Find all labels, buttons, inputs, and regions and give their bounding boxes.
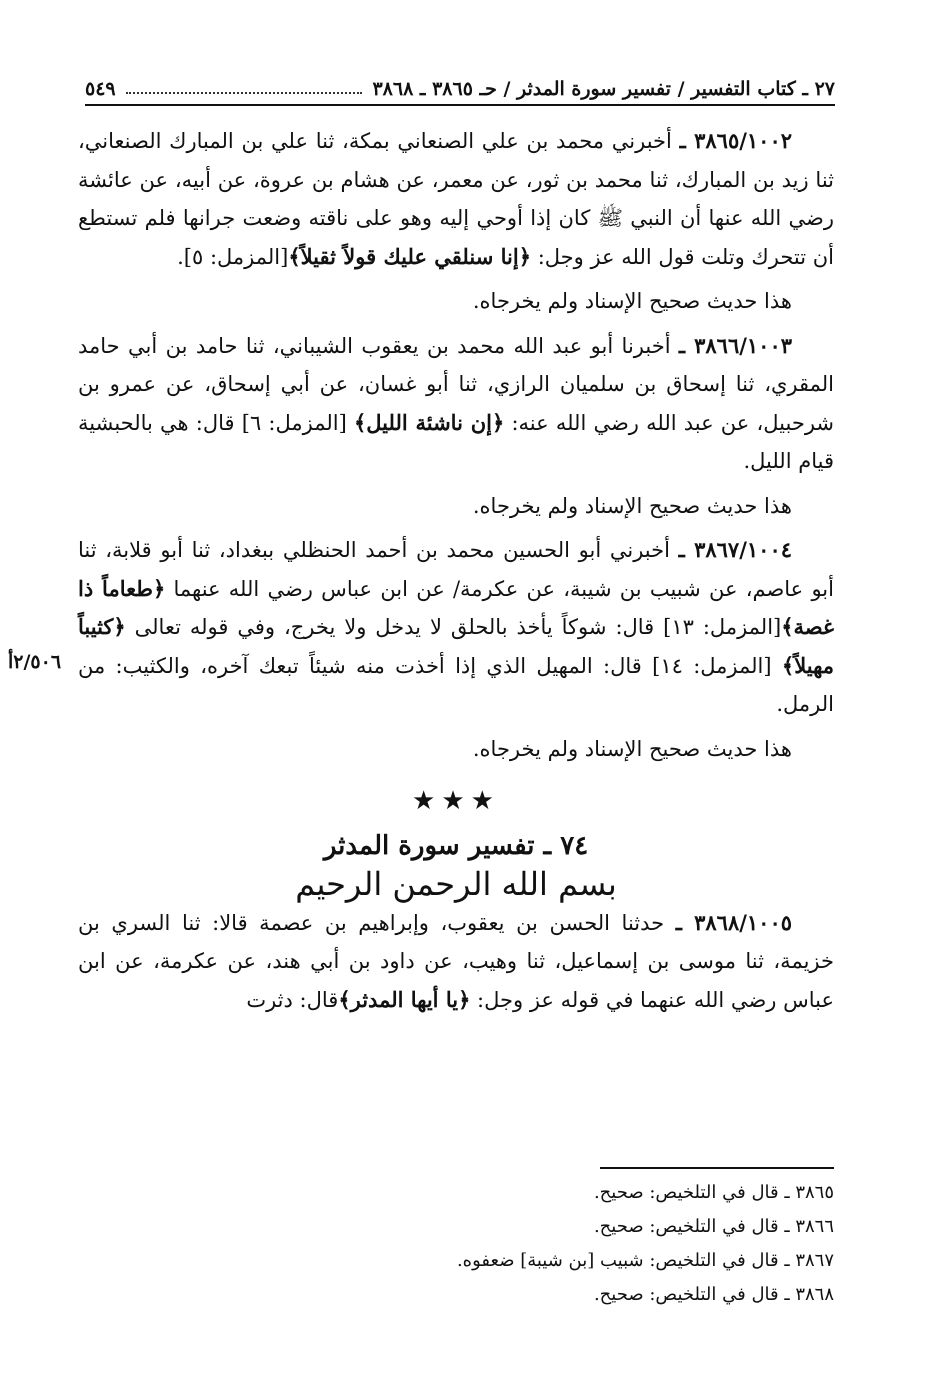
footnote: ٣٨٦٨ ـ قال في التلخيص: صحيح. [593, 1284, 834, 1305]
section-separator-stars: ★★★ [412, 786, 500, 816]
hadith-number: ٣٨٦٥/١٠٠٢ ـ [679, 128, 793, 153]
hadith-number: ٣٨٦٧/١٠٠٤ ـ [678, 537, 792, 562]
page-number: ٥٤٩ [85, 78, 116, 100]
hadith-paragraph [78, 531, 834, 724]
hadith-verdict: هذا حديث صحيح الإسناد ولم يخرجاه. [472, 493, 792, 518]
hadith-text: أخبرنا أبو عبد الله محمد بن يعقوب الشيباني، ثنا حامد بن أبي حامد المقري، ثنا إسحاق بن سلميان الرازي، ثنا أبو غسان، عن أبي إسحاق، عن عمرو بن شرحبيل، عن عبد الله رضي الله عنه: [78, 333, 834, 435]
hadith-verdict: هذا حديث صحيح الإسناد ولم يخرجاه. [472, 289, 792, 313]
hadith-paragraph [78, 327, 834, 481]
hadith-text: حدثنا الحسن بن يعقوب، وإبراهيم بن عصمة قالا: ثنا السري بن خزيمة، ثنا موسى بن إسماعيل، ثنا وهيب، عن داود بن أبي هند، عن عكرمة، عن ابن عباس رضي الله عنهما في قوله عز وجل: [78, 910, 834, 1012]
main-text [78, 122, 834, 1019]
footnote: ٣٨٦٦ ـ قال في التلخيص: صحيح. [593, 1216, 834, 1237]
running-title: ٢٧ ـ كتاب التفسير / تفسير سورة المدثر / حـ ٣٨٦٥ ـ ٣٨٦٨ [372, 78, 835, 100]
surah-title: ٧٤ ـ تفسير سورة المدثر [323, 830, 589, 861]
hadith-text-end: [المزمل: ١٤] قال: المهيل الذي إذا أخذت منه شيئاً تبعك آخره، والكثيب: من الرمل. [78, 653, 834, 716]
page-header [85, 66, 835, 106]
hadith-text: أخبرني محمد بن علي الصنعاني بمكة، ثنا علي بن المبارك الصنعاني، ثنا زيد بن المبارك، ثنا محمد بن ثور، عن معمر، عن هشام بن عروة، عن أبيه، عن عائشة رضي الله عنها أن النبي ﷺ كان إذا أوحي إليه وهو على ناقته وضعت جرانها فلم تستطع أن تتحرك وتلت قول الله عز وجل: [78, 129, 834, 269]
quran-quote: ﴿إن ناشئة الليل﴾ [353, 409, 505, 435]
basmala: بسم الله الرحمن الرحيم [295, 865, 617, 903]
hadith-text-end: [المزمل: ٦] قال: هي بالحبشية قيام الليل. [78, 410, 834, 473]
quran-quote: ﴿طعاماً ذا غصة﴾ [78, 575, 834, 639]
hadith-text-middle: [المزمل: ١٣] قال: شوكاً يأخذ بالحلق لا يدخل ولا يخرج، وفي قوله تعالى [125, 615, 782, 639]
footnote-rule [600, 1167, 834, 1169]
quran-quote: ﴿يا أيها المدثر﴾ [338, 986, 471, 1012]
hadith-paragraph [78, 904, 834, 1020]
hadith-number: ٣٨٦٨/١٠٠٥ ـ [675, 909, 793, 935]
hadith-text: أخبرني أبو الحسين محمد بن أحمد الحنظلي ببغداد، ثنا أبو قلابة، ثنا أبو عاصم، عن شبيب بن شيبة، عن عكرمة/ عن ابن عباس رضي الله عنهما [78, 538, 834, 601]
footnote: ٣٨٦٧ ـ قال في التلخيص: شبيب [بن شيبة] ضعفوه. [456, 1250, 834, 1271]
margin-folio-note: ٢/٥٠٦أ [8, 651, 62, 673]
hadith-text-end: [المزمل: ٥]. [177, 244, 289, 269]
footnotes [78, 1176, 834, 1312]
footnote: ٣٨٦٥ ـ قال في التلخيص: صحيح. [593, 1182, 834, 1203]
quran-quote: ﴿إنا سنلقي عليك قولاً ثقيلاً﴾ [288, 243, 532, 269]
quran-quote-2: ﴿كثيباً مهيلاً﴾ [78, 614, 834, 678]
hadith-verdict: هذا حديث صحيح الإسناد ولم يخرجاه. [472, 736, 792, 761]
hadith-text-end: قال: دثرت [246, 987, 339, 1012]
leader-dots [126, 92, 363, 94]
hadith-number: ٣٨٦٦/١٠٠٣ ـ [678, 332, 793, 358]
hadith-paragraph [78, 122, 834, 276]
